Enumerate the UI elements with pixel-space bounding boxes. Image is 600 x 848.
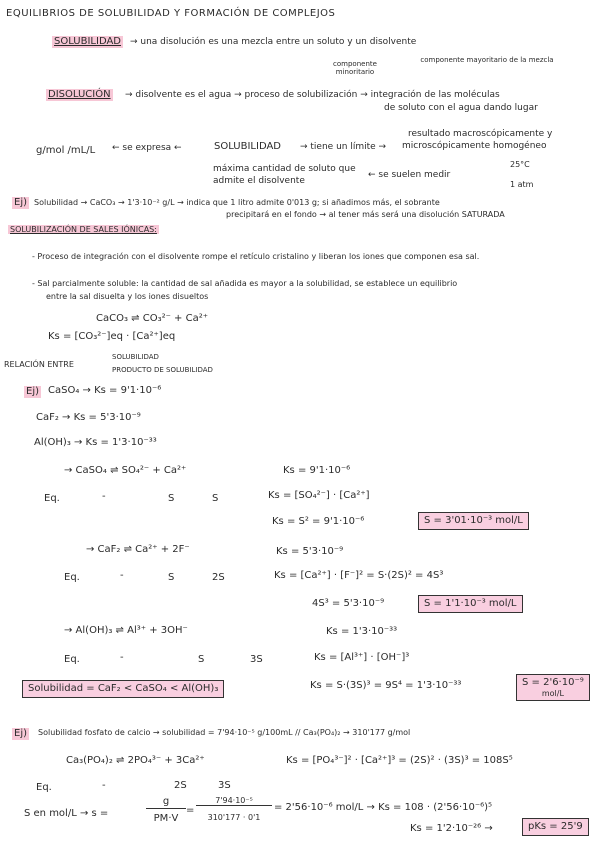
caf2-ks: Ks = 5'3·10⁻⁹: [276, 546, 344, 557]
ej1-line1: Solubilidad → CaCO₃ → 1'3·10⁻² g/L → indica que 1 litro admite 0'013 g; si añadimos más, el sobrante: [34, 198, 440, 207]
caf2-eq-label: Eq.: [64, 572, 80, 583]
ej1-tag: Ej): [14, 197, 27, 208]
concept-maxima-2: admite el disolvente: [213, 176, 305, 186]
ej3-eq: Ca₃(PO₄)₂ ⇌ 2PO₄³⁻ + 3Ca²⁺: [66, 755, 205, 766]
sales-heading: SOLUBILIZACIÓN DE SALES IÓNICAS:: [10, 225, 157, 234]
ej3-frac1-num: g: [146, 796, 186, 809]
caso4-eq: → CaSO₄ ⇌ SO₄²⁻ + Ca²⁺: [64, 465, 187, 476]
resultado-line2: microscópicamente homogéneo: [402, 141, 547, 151]
disolucion-line2: de soluto con el agua dando lugar: [384, 103, 538, 113]
aloh3-eq: → Al(OH)₃ ⇌ Al³⁺ + 3OH⁻: [64, 625, 188, 636]
ej3-smol: S en mol/L → s =: [24, 808, 109, 819]
caso4-ks-expr: Ks = [SO₄²⁻] · [Ca²⁺]: [268, 490, 370, 501]
disolucion-heading: DISOLUCIÓN: [48, 89, 111, 100]
sales-eq: CaCO₃ ⇌ CO₃²⁻ + Ca²⁺: [96, 313, 208, 324]
ej3-s2: 3S: [218, 780, 231, 791]
ej2-l2: CaF₂ → Ks = 5'3·10⁻⁹: [36, 412, 141, 423]
label-minoritario: componente minoritario: [333, 60, 377, 77]
caf2-ks2: 4S³ = 5'3·10⁻⁹: [312, 598, 385, 609]
aloh3-ks-expr: Ks = [Al³⁺] · [OH⁻]³: [314, 652, 410, 663]
ej3-tag: Ej): [14, 728, 27, 739]
ej3-line1: Solubilidad fosfato de calcio → solubilidad = 7'94·10⁻⁵ g/100mL // Ca₃(PO₄)₂ → 310'177 g/mol: [38, 728, 411, 737]
caso4-s1: S: [168, 493, 175, 504]
ej3-frac2-num: 7'94·10⁻⁵: [196, 796, 272, 806]
resultado-line1: resultado macroscópicamente y: [408, 129, 553, 139]
ej3-dash: -: [102, 780, 106, 791]
ej3-ks: Ks = [PO₄³⁻]² · [Ca²⁺]³ = (2S)² · (3S)³ = 108S⁵: [286, 755, 513, 766]
ej3-pks: pKs = 25'9: [522, 818, 589, 836]
concept-medir: ← se suelen medir: [368, 170, 451, 180]
relacion-label: RELACIÓN ENTRE: [4, 360, 74, 369]
caso4-ks: Ks = 9'1·10⁻⁶: [283, 465, 351, 476]
ej3-frac2-den: 310'177 · 0'1: [207, 813, 261, 822]
relacion-item2: PRODUCTO DE SOLUBILIDAD: [112, 366, 213, 374]
caso4-result: S = 3'01·10⁻³ mol/L: [418, 512, 529, 530]
concept-maxima-1: máxima cantidad de soluto que: [213, 164, 356, 174]
ej3-eq-label: Eq.: [36, 782, 52, 793]
caf2-s2: 2S: [212, 572, 225, 583]
concept-pres: 1 atm: [510, 180, 534, 189]
solubilidad-heading: SOLUBILIDAD: [54, 36, 122, 47]
ej3-frac1-den: PM·V: [153, 813, 179, 824]
concept-limite: → tiene un límite →: [300, 142, 387, 152]
aloh3-s2: 3S: [250, 654, 263, 665]
ej1-line2: precipitará en el fondo → al tener más será una disolución SATURADA: [226, 210, 505, 219]
relacion-item1: SOLUBILIDAD: [112, 353, 159, 361]
solubilidad-text: → una disolución es una mezcla entre un soluto y un disolvente: [130, 37, 417, 47]
ej3-s1: 2S: [174, 780, 187, 791]
ej3-ks-final: Ks = 1'2·10⁻²⁶ →: [410, 823, 493, 834]
caf2-ks-expr: Ks = [Ca²⁺] · [F⁻]² = S·(2S)² = 4S³: [274, 570, 444, 581]
sales-bullet1: - Proceso de integración con el disolvente rompe el retículo cristalino y liberan los iones que componen esa sal.: [32, 252, 480, 261]
sales-ks: Ks = [CO₃²⁻]eq · [Ca²⁺]eq: [48, 331, 176, 342]
concept-center: SOLUBILIDAD: [214, 141, 282, 152]
caso4-dash: -: [102, 491, 106, 502]
sales-bullet2b: entre la sal disuelta y los iones disueltos: [46, 292, 209, 301]
caso4-eq-label: Eq.: [44, 493, 60, 504]
concept-expresa: ← se expresa ←: [112, 143, 182, 153]
caf2-eq: → CaF₂ ⇌ Ca²⁺ + 2F⁻: [86, 544, 190, 555]
caso4-s2: S: [212, 493, 219, 504]
aloh3-result-unit: mol/L: [541, 688, 564, 698]
label-mayoritario: componente mayoritario de la mezcla: [420, 56, 554, 64]
aloh3-ks: Ks = 1'3·10⁻³³: [326, 626, 398, 637]
concept-temp: 25°C: [510, 160, 530, 169]
aloh3-result-value: S = 2'6·10⁻⁹: [522, 677, 584, 688]
caso4-ks2: Ks = S² = 9'1·10⁻⁶: [272, 516, 365, 527]
aloh3-s1: S: [198, 654, 205, 665]
ej2-tag: Ej): [26, 386, 39, 397]
disolucion-line1: → disolvente es el agua → proceso de solubilización → integración de las moléculas: [125, 90, 500, 100]
aloh3-eq-label: Eq.: [64, 654, 80, 665]
caf2-s1: S: [168, 572, 175, 583]
ej2-l3: Al(OH)₃ → Ks = 1'3·10⁻³³: [34, 437, 157, 448]
solubility-order: Solubilidad = CaF₂ < CaSO₄ < Al(OH)₃: [22, 680, 224, 698]
ej3-equals: =: [186, 805, 195, 816]
aloh3-result-box: [516, 674, 590, 701]
page-title: EQUILIBRIOS DE SOLUBILIDAD Y FORMACIÓN DE COMPLEJOS: [6, 8, 336, 19]
ej3-calc: = 2'56·10⁻⁶ mol/L → Ks = 108 · (2'56·10⁻⁶)⁵: [274, 802, 493, 813]
caf2-dash: -: [120, 570, 124, 581]
caf2-result: S = 1'1·10⁻³ mol/L: [418, 595, 523, 613]
sales-bullet2a: - Sal parcialmente soluble: la cantidad de sal añadida es mayor a la solubilidad, se establece un equilibrio: [32, 279, 458, 288]
concept-units: g/mol /mL/L: [36, 145, 96, 156]
aloh3-dash: -: [120, 652, 124, 663]
ej2-l1: CaSO₄ → Ks = 9'1·10⁻⁶: [48, 385, 162, 396]
aloh3-ks2: Ks = S·(3S)³ = 9S⁴ = 1'3·10⁻³³: [310, 680, 462, 691]
